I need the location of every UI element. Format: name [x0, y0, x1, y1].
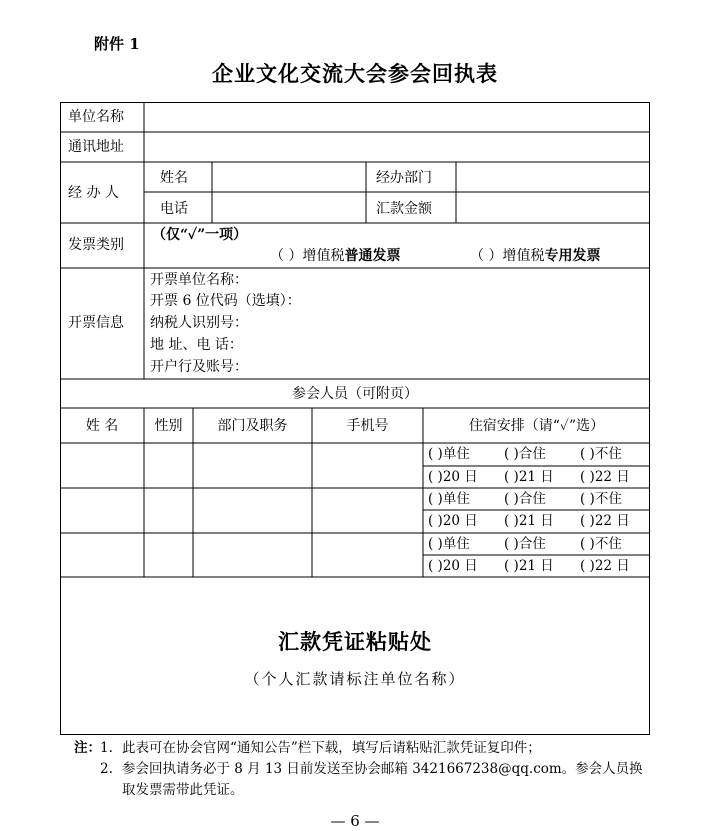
col-gender-header: 性别 — [154, 418, 183, 434]
invoice-field-bank-account: 开户行及账号： — [150, 359, 248, 375]
stay-room-options[interactable] — [428, 491, 622, 507]
stay-none-option[interactable]: ( )不住 — [580, 491, 622, 507]
handler-dept-label: 经办部门 — [376, 170, 432, 186]
stay-date-20-option[interactable]: ( )20 日 — [428, 558, 478, 574]
invoice-info-label: 开票信息 — [68, 315, 124, 331]
unit-name-label: 单位名称 — [68, 109, 124, 125]
invoice-field-company: 开票单位名称： — [150, 272, 248, 288]
stay-date-22-option[interactable]: ( )22 日 — [580, 513, 630, 529]
col-dept-title-header: 部门及职务 — [217, 418, 288, 434]
notes-label: 注： — [74, 740, 101, 756]
stay-shared-option[interactable]: ( )合住 — [504, 491, 546, 507]
stay-none-option[interactable]: ( )不住 — [580, 446, 622, 462]
option-normal-text: 普通发票 — [344, 248, 401, 264]
stay-room-options[interactable] — [428, 536, 622, 552]
handler-phone-label: 电话 — [160, 201, 188, 217]
stay-date-20-option[interactable]: ( )20 日 — [428, 469, 478, 485]
stay-single-option[interactable]: ( )单住 — [428, 446, 470, 462]
remit-amount-label: 汇款金额 — [376, 201, 432, 217]
stay-date-21-option[interactable]: ( )21 日 — [504, 469, 554, 485]
note-text: 参会回执请务必于 8 月 13 日前发送至协会邮箱 3421667238@qq.com。参会人员换取发票需带此凭证。 — [122, 761, 643, 798]
stay-shared-option[interactable]: ( )合住 — [504, 446, 546, 462]
option-special-prefix: 增值税 — [502, 248, 545, 264]
stay-single-option[interactable]: ( )单住 — [428, 491, 470, 507]
col-mobile-header: 手机号 — [346, 418, 389, 434]
remittance-paste-note: （个人汇款请标注单位名称） — [244, 670, 466, 688]
stay-date-22-option[interactable]: ( )22 日 — [580, 558, 630, 574]
option-normal-checkbox[interactable]: （ ） — [270, 248, 303, 264]
stay-date-21-option[interactable]: ( )21 日 — [504, 558, 554, 574]
invoice-field-code: 开票 6 位代码（选填）： — [150, 293, 301, 309]
stay-date-options[interactable] — [428, 513, 630, 529]
address-label: 通讯地址 — [68, 139, 124, 155]
invoice-field-tax-id: 纳税人识别号： — [150, 315, 248, 331]
note-number: 1. — [100, 740, 113, 756]
notes-section — [74, 738, 664, 801]
col-name-header: 姓 名 — [85, 418, 119, 434]
note-number: 2. — [100, 761, 113, 777]
invoice-option-special[interactable] — [470, 248, 600, 264]
attachment-label: 附件 1 — [94, 35, 140, 53]
invoice-option-normal[interactable] — [270, 248, 400, 264]
col-accommodation-header: 住宿安排（请“✓”选） — [468, 418, 605, 434]
invoice-type-label: 发票类别 — [68, 237, 124, 253]
stay-date-options[interactable] — [428, 558, 630, 574]
form-title: 企业文化交流大会参会回执表 — [212, 61, 498, 86]
option-special-checkbox[interactable]: （ ） — [470, 248, 503, 264]
stay-room-options[interactable] — [428, 446, 622, 462]
stay-date-21-option[interactable]: ( )21 日 — [504, 513, 554, 529]
stay-shared-option[interactable]: ( )合住 — [504, 536, 546, 552]
handler-label: 经 办 人 — [68, 185, 119, 201]
remittance-paste-title: 汇款凭证粘贴处 — [278, 629, 432, 654]
stay-date-22-option[interactable]: ( )22 日 — [580, 469, 630, 485]
stay-date-20-option[interactable]: ( )20 日 — [428, 513, 478, 529]
registration-form-table — [60, 102, 650, 735]
invoice-field-address-phone: 地 址、电 话： — [150, 337, 243, 353]
note-item — [74, 738, 664, 759]
attendees-label: 参会人员（可附页） — [292, 386, 418, 402]
invoice-hint: （仅“✓”一项） — [152, 227, 248, 243]
stay-single-option[interactable]: ( )单住 — [428, 536, 470, 552]
handler-name-label: 姓名 — [160, 170, 188, 186]
option-normal-prefix: 增值税 — [302, 248, 345, 264]
stay-date-options[interactable] — [428, 469, 630, 485]
page-number: — 6 — — [330, 812, 380, 830]
note-text: 此表可在协会官网“通知公告”栏下载，填写后请粘贴汇款凭证复印件； — [122, 740, 541, 756]
note-item — [74, 759, 664, 801]
option-special-text: 专用发票 — [544, 248, 601, 264]
stay-none-option[interactable]: ( )不住 — [580, 536, 622, 552]
